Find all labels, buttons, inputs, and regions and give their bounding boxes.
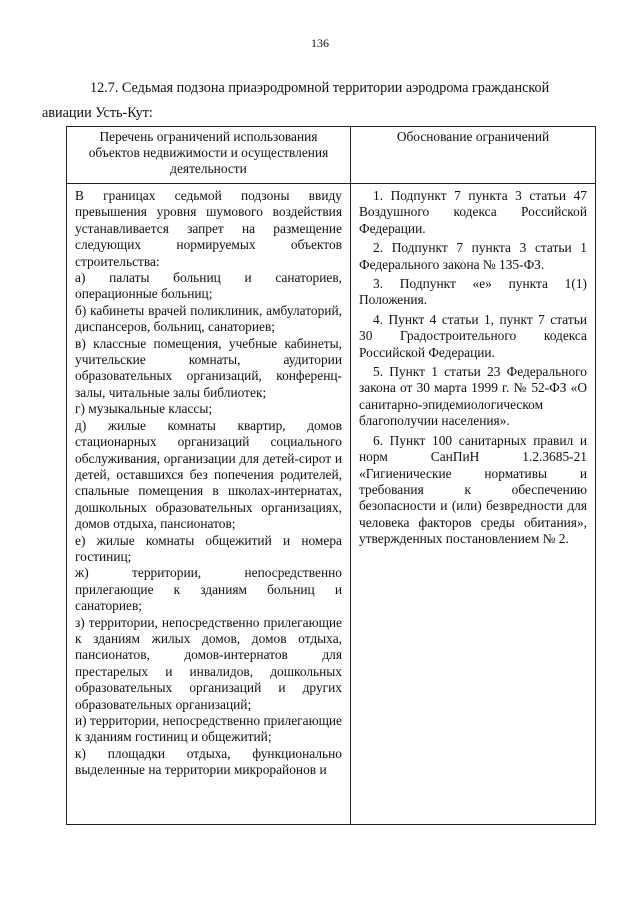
col-header-restrictions: Перечень ограничений использования объектов недвижимости и осуществления деятельности <box>67 127 351 184</box>
restriction-item: д) жилые комнаты квартир, домов стационарных организаций социального обслуживания, организации для детей-сирот и детей, оставшихся без попечения родителей, спальные помещения в школах-интернатах, дошкольных образовательных организациях, домов отдыха, пансионатов; <box>75 417 342 532</box>
section-heading-line2: авиации Усть-Кут: <box>42 105 153 121</box>
table-header-row <box>67 127 596 184</box>
page-number: 136 <box>311 36 329 50</box>
section-heading <box>42 76 590 126</box>
restriction-item: г) музыкальные классы; <box>75 401 213 417</box>
restriction-intro: В границах седьмой подзоны ввиду превышения уровня шумового воздействия устанавливается запрет на размещение следующих нормируемых объектов строительства: <box>75 188 342 269</box>
section-heading-line1: 12.7. Седьмая подзона приаэродромной территории аэродрома гражданской <box>90 80 550 96</box>
justification-item: 6. Пункт 100 санитарных правил и норм СанПиН 1.2.3685-21 «Гигиенические нормативы и требования к обеспечению безопасности и (или) безвредности для человека факторов среды обитания», утвержденных постановлением № 2. <box>359 432 587 547</box>
restriction-item: ж) территории, непосредственно прилегающие к зданиям больниц и санаториев; <box>75 565 342 614</box>
restriction-item: а) палаты больниц и санаториев, операционные больниц; <box>75 270 342 302</box>
justification-item: 3. Подпункт «е» пункта 1(1) Положения. <box>359 276 587 308</box>
restriction-item: и) территории, непосредственно прилегающие к зданиям гостиниц и общежитий; <box>75 713 342 745</box>
restriction-item: в) классные помещения, учебные кабинеты, учительские комнаты, аудитории образовательных организаций, конференц-залы, читальные залы библиотек; <box>75 335 342 400</box>
restriction-item: к) площадки отдыха, функционально выделенные на территории микрорайонов и <box>75 745 342 778</box>
justification-item: 5. Пункт 1 статьи 23 Федерального закона от 30 марта 1999 г. № 52-ФЗ «О санитарно-эпидемиологическом благополучии населения». <box>359 364 587 429</box>
restrictions-cell <box>67 184 351 825</box>
justification-item: 1. Подпункт 7 пункта 3 статьи 47 Воздушного кодекса Российской Федерации. <box>359 188 587 236</box>
table-row <box>67 184 596 825</box>
col-header-justification: Обоснование ограничений <box>351 127 596 184</box>
restrictions-table <box>66 126 596 825</box>
restriction-item: з) территории, непосредственно прилегающие к зданиям жилых домов, домов отдыха, пансионатов, домов-интернатов для престарелых и инвалидов, дошкольных образовательных организаций и других образовательных организаций; <box>75 614 342 712</box>
justification-item: 2. Подпункт 7 пункта 3 статьи 1 Федерального закона № 135-ФЗ. <box>359 240 587 272</box>
justification-cell <box>351 184 596 825</box>
restriction-item: е) жилые комнаты общежитий и номера гостиниц; <box>75 532 342 564</box>
restriction-item: б) кабинеты врачей поликлиник, амбулаторий, диспансеров, больниц, санаториев; <box>75 302 342 335</box>
justification-item: 4. Пункт 4 статьи 1, пункт 7 статьи 30 Градостроительного кодекса Российской Федерации. <box>359 311 587 360</box>
